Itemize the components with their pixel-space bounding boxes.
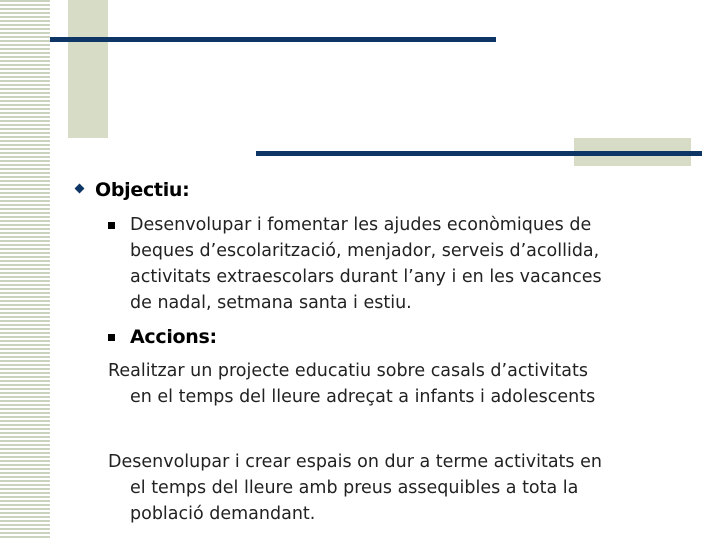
action-line: el temps del lleure amb preus assequibles a tota la <box>130 478 579 498</box>
objective-text <box>130 212 602 316</box>
action-item-1 <box>108 358 595 410</box>
actions-heading: Accions: <box>130 326 217 348</box>
objective-heading: Objectiu: <box>95 179 190 201</box>
objective-line: beques d’escolarització, menjador, serveis d’acollida, <box>130 241 600 261</box>
action-line: Desenvolupar i crear espais on dur a terme activitats en <box>108 452 602 472</box>
action-line: població demandant. <box>130 504 316 524</box>
objective-line: de nadal, setmana santa i estiu. <box>130 293 412 313</box>
action-item-2 <box>108 449 602 527</box>
decor-square-top <box>68 0 108 138</box>
striped-side-decoration <box>0 0 50 540</box>
decor-bar-middle <box>256 151 702 156</box>
action-line: Realitzar un projecte educatiu sobre casals d’activitats <box>108 361 588 381</box>
diamond-bullet-icon <box>75 184 85 194</box>
objective-line: activitats extraescolars durant l’any i en les vacances <box>130 267 602 287</box>
decor-bar-top <box>50 37 496 42</box>
objective-line: Desenvolupar i fomentar les ajudes econòmiques de <box>130 215 592 235</box>
square-bullet-icon <box>108 222 115 229</box>
action-line: en el temps del lleure adreçat a infants i adolescents <box>130 387 596 407</box>
square-bullet-icon <box>108 334 115 341</box>
